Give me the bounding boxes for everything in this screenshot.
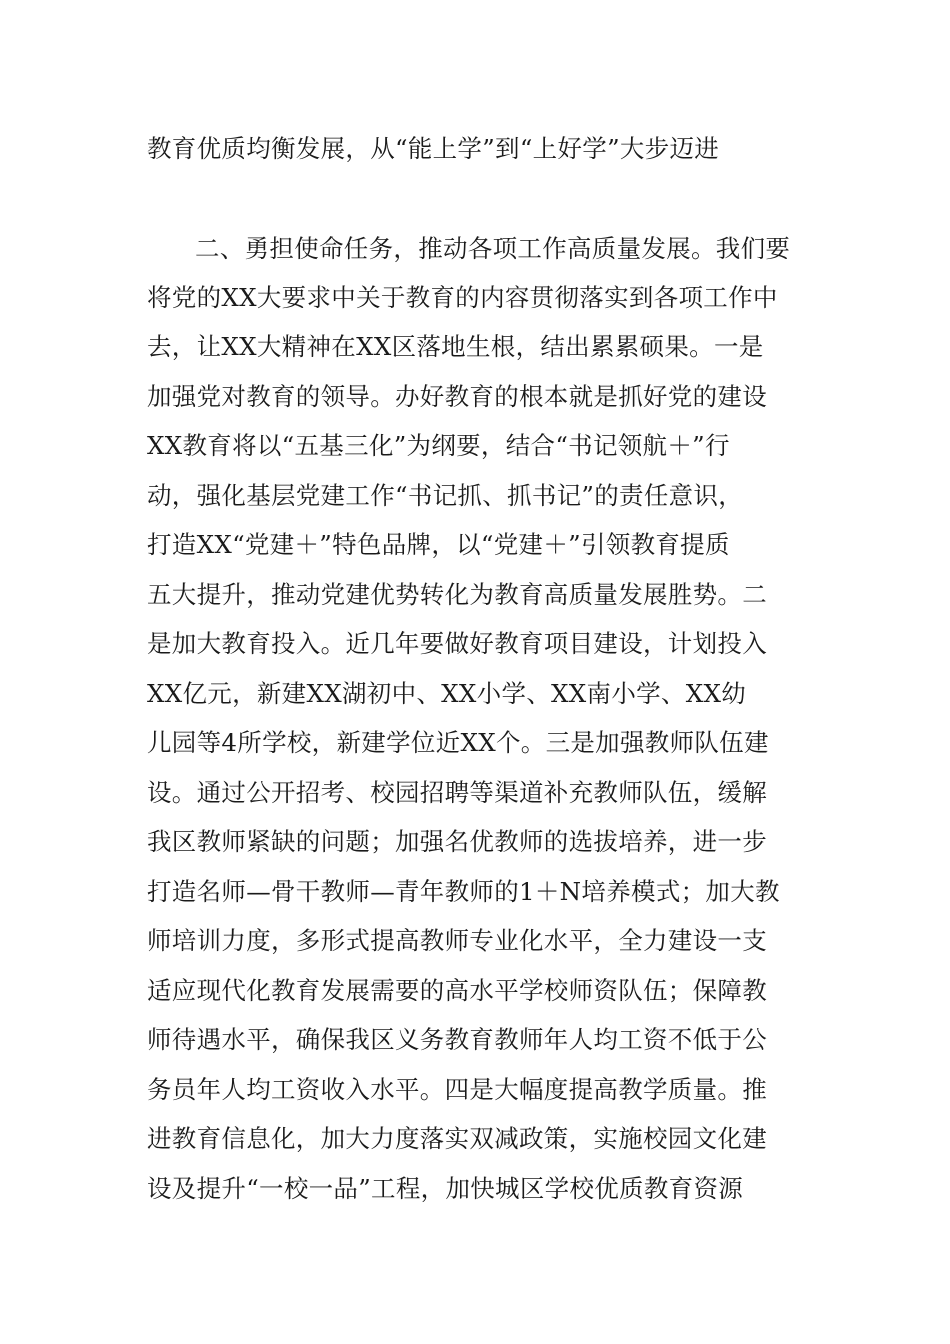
paragraph-line: 适应现代化教育发展需要的高水平学校师资队伍；保障教 (147, 976, 767, 1005)
paragraph-line: 师待遇水平，确保我区义务教育教师年人均工资不低于公 (147, 1025, 767, 1054)
paragraph-line: 我区教师紧缺的问题；加强名优教师的选拔培养，进一步 (147, 827, 767, 856)
paragraph-line: 打造XX“党建＋”特色品牌，以“党建＋”引领教育提质 (147, 530, 730, 559)
paragraph-line: 二、勇担使命任务，推动各项工作高质量发展。我们要 (195, 234, 791, 263)
paragraph-line: 去，让XX大精神在XX区落地生根，结出累累硕果。一是 (147, 332, 764, 361)
paragraph-line: XX亿元，新建XX湖初中、XX小学、XX南小学、XX幼 (147, 679, 747, 708)
paragraph-line: 是加大教育投入。近几年要做好教育项目建设，计划投入 (147, 629, 767, 658)
paragraph-line: 进教育信息化，加大力度落实双减政策，实施校园文化建 (147, 1124, 767, 1153)
paragraph-line: XX教育将以“五基三化”为纲要，结合“书记领航＋”行 (147, 431, 730, 460)
paragraph-line: 五大提升，推动党建优势转化为教育高质量发展胜势。二 (147, 580, 767, 609)
paragraph-line: 打造名师—骨干教师—青年教师的1＋N培养模式；加大教 (147, 877, 780, 906)
paragraph-line: 教育优质均衡发展，从“能上学”到“上好学”大步迈进 (147, 134, 720, 163)
paragraph-line: 将党的XX大要求中关于教育的内容贯彻落实到各项工作中 (147, 283, 778, 312)
paragraph-line: 动，强化基层党建工作“书记抓、抓书记”的责任意识， (147, 481, 744, 510)
paragraph-line: 师培训力度，多形式提高教师专业化水平，全力建设一支 (147, 926, 767, 955)
paragraph-line: 设。通过公开招考、校园招聘等渠道补充教师队伍，缓解 (147, 778, 767, 807)
paragraph-line: 加强党对教育的领导。办好教育的根本就是抓好党的建设 (147, 382, 767, 411)
paragraph-line: 儿园等4所学校，新建学位近XX个。三是加强教师队伍建 (147, 728, 769, 757)
paragraph-line: 设及提升“一校一品”工程，加快城区学校优质教育资源 (147, 1174, 744, 1203)
paragraph-line: 务员年人均工资收入水平。四是大幅度提高教学质量。推 (147, 1075, 767, 1104)
